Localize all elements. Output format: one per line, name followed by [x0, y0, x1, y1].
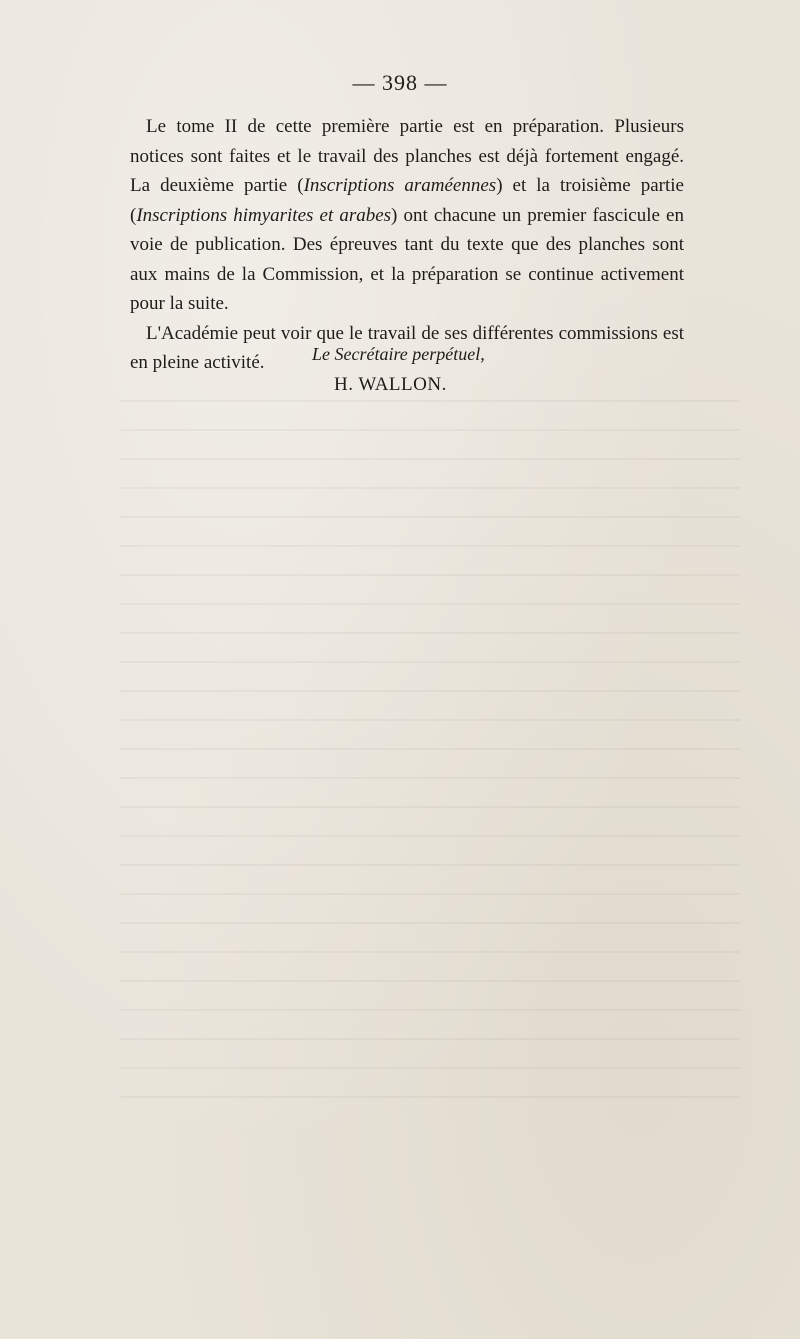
signature-title: Le Secrétaire perpétuel, — [312, 344, 485, 364]
paragraph-1-part-a: Le tome II de cette première partie est en préparation. Plusieurs notices sont faites et le travail des planches est déjà fortement engagé. La deuxième partie ( — [130, 116, 684, 196]
signature-name: H. WALLON. — [334, 374, 447, 395]
italic-title-aramaic: Inscriptions araméennes — [303, 175, 497, 196]
italic-title-himyarite: Inscriptions himyarites et arabes — [136, 204, 392, 226]
body-text — [130, 112, 684, 378]
paragraph-1-part-c: ) ont chacune un premier fascicule en voie de publication. Des épreuves tant du texte que des planches sont aux mains de la Commission, et la préparation se continue activement pour la suite. — [130, 204, 684, 314]
paragraph-2: L'Académie peut voir que le travail de ses différentes commissions est en pleine activité. — [130, 322, 684, 373]
paragraph-1 — [130, 112, 684, 319]
show-through-texture — [120, 400, 740, 1100]
paragraph-1-part-b: ) et la troisième partie ( — [130, 175, 684, 226]
page-number: — 398 — — [352, 70, 448, 95]
